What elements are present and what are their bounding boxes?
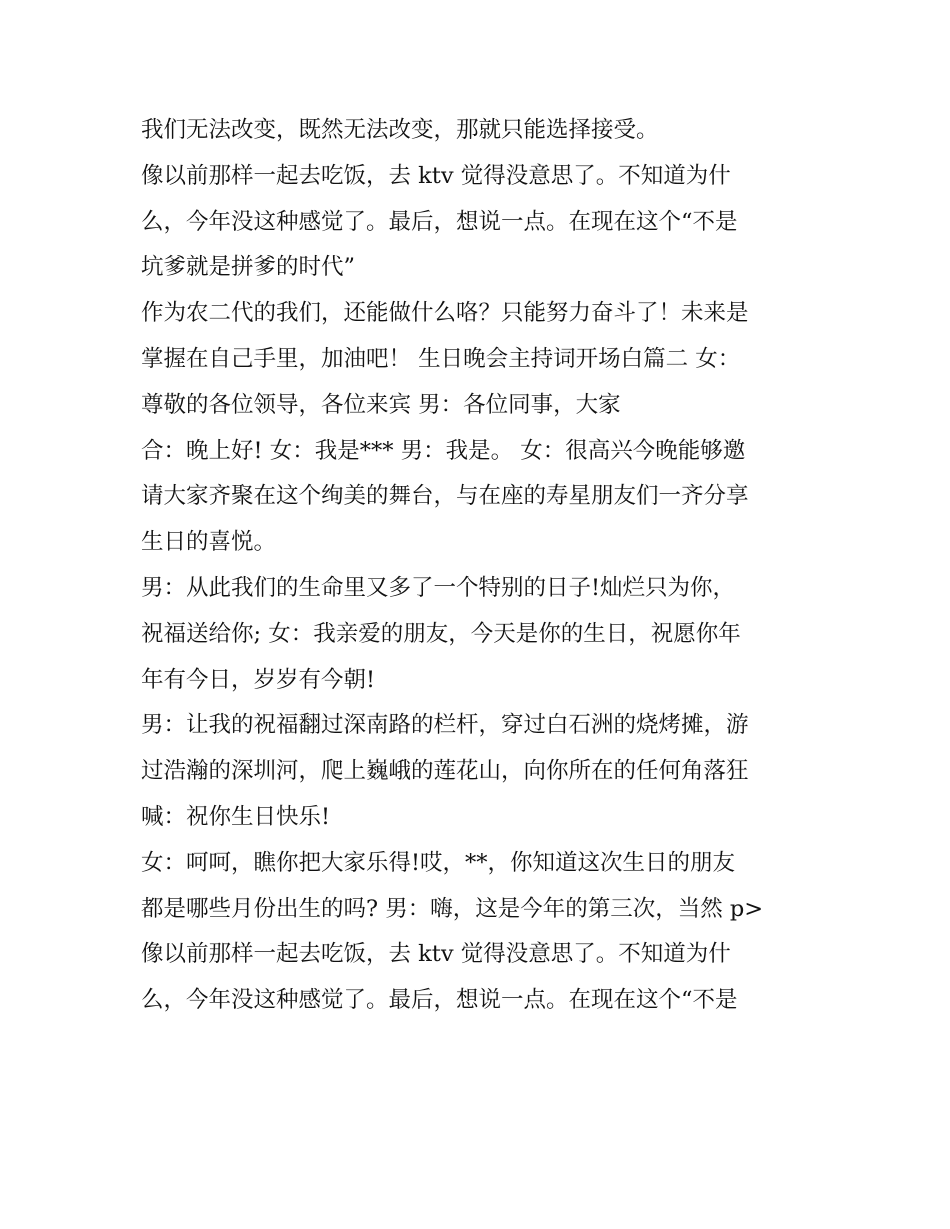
text-line: 作为农二代的我们，还能做什么咯？只能努力奋斗了！未来是 bbox=[141, 300, 749, 327]
text-line: 请大家齐聚在这个绚美的舞台，与在座的寿星朋友们一齐分享 bbox=[141, 483, 749, 510]
text-line: 男：从此我们的生命里又多了一个特别的日子!灿烂只为你， bbox=[141, 574, 736, 601]
text-line: 么，今年没这种感觉了。最后，想说一点。在现在这个“不是 bbox=[141, 208, 738, 235]
text-line: 喊：祝你生日快乐! bbox=[141, 803, 331, 830]
text-line: 像以前那样一起去吃饭，去 ktv 觉得没意思了。不知道为什 bbox=[141, 941, 731, 968]
text-line: 尊敬的各位领导，各位来宾 男：各位同事，大家 bbox=[141, 391, 621, 418]
text-line: 女：呵呵，瞧你把大家乐得!哎，**，你知道这次生日的朋友 bbox=[141, 849, 736, 876]
text-line: 么，今年没这种感觉了。最后，想说一点。在现在这个“不是 bbox=[141, 987, 738, 1014]
text-line: 祝福送给你; 女：我亲爱的朋友，今天是你的生日，祝愿你年 bbox=[141, 620, 741, 647]
text-line: 过浩瀚的深圳河，爬上巍峨的莲花山，向你所在的任何角落狂 bbox=[141, 758, 749, 785]
text-line: 合：晚上好! 女：我是*** 男：我是。 女：很高兴今晚能够邀 bbox=[141, 437, 746, 464]
text-line: 掌握在自己手里，加油吧！ 生日晚会主持词开场白篇二 女： bbox=[141, 345, 741, 372]
text-line: 坑爹就是拼爹的时代” bbox=[141, 254, 356, 281]
document-body bbox=[141, 108, 821, 1024]
text-line: 我们无法改变，既然无法改变，那就只能选择接受。 bbox=[141, 117, 659, 143]
text-line: 生日的喜悦。 bbox=[141, 529, 277, 556]
text-line: 像以前那样一起去吃饭，去 ktv 觉得没意思了。不知道为什 bbox=[141, 162, 731, 189]
text-line: 年有今日，岁岁有今朝! bbox=[141, 666, 376, 693]
text-line: 男：让我的祝福翻过深南路的栏杆，穿过白石洲的烧烤摊，游 bbox=[141, 712, 749, 739]
text-line: 都是哪些月份出生的吗? 男：嗨，这是今年的第三次，当然 p> bbox=[141, 895, 764, 922]
